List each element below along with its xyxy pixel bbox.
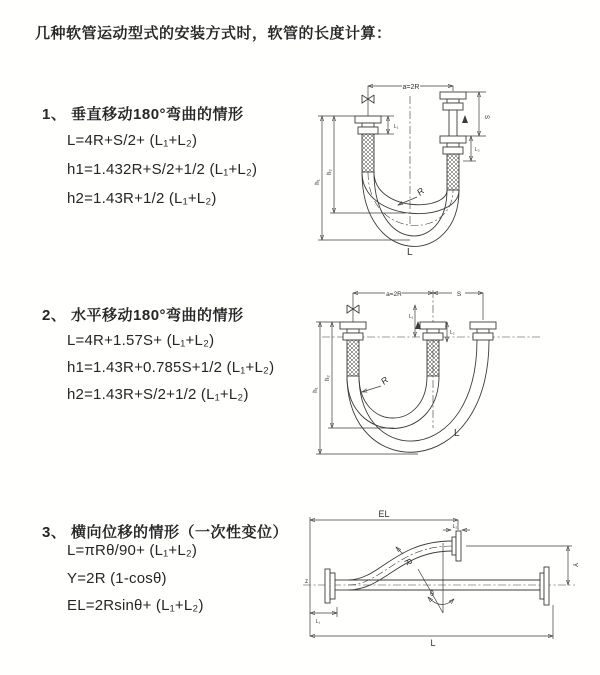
section-2-formula-l: L=4R+1.57S+ (L₁+L₂) [67,332,215,349]
braided-hose-end [347,340,359,376]
hose-upper-position [362,172,459,214]
dim-a2r-label: a=2R [386,291,402,298]
dimension-a2r [353,291,433,298]
length-label: L [407,247,413,258]
section-2-formula-h2: h2=1.43R+S/2+1/2 (L₁+L₂) [67,386,249,403]
dimension-a2r [368,84,453,91]
section-3-formula-l: L=πRθ/90+ (L₁+L₂) [67,542,198,559]
section-2-formula-h1: h1=1.43R+0.785S+1/2 (L₁+L₂) [67,359,275,376]
braided-hose-end [447,154,459,190]
page-title: 几种软管运动型式的安装方式时，软管的长度计算： [35,25,392,42]
dimension-l2 [447,322,455,342]
dim-h2-label: h₂ [327,169,333,175]
radius-label: R [402,556,415,568]
dim-el-label: EL [378,509,390,519]
movement-arrow-icon [462,115,468,123]
flange-raised [452,531,461,561]
valve-icon [347,293,359,322]
flange-left [325,569,348,603]
dim-h2-label: h₂ [325,375,331,381]
section-1-formula-l: L=4R+S/2+ (L₁+L₂) [67,132,198,149]
dimension-el [310,509,458,636]
section-2-heading: 2、 水平移动180°弯曲的情形 [42,307,244,324]
dim-l2-label: L₂ [475,147,480,153]
dim-s-label: S [483,114,489,120]
dimension-y [466,546,578,585]
radius-callout [362,374,391,392]
dim-a2r-label: a=2R [402,84,420,91]
valve-icon [362,86,374,116]
fixed-pipe-left [355,116,381,172]
section-3-heading: 3、 横向位移的情形（一次性变位） [42,524,289,541]
section-1-formula-h1: h1=1.432R+S/2+1/2 (L₁+L₂) [67,161,258,178]
dimension-l1 [310,607,337,625]
section-3-formula-y: Y=2R (1-cosθ) [67,570,167,587]
dimension-h1 [313,322,418,454]
dim-l2-label: L₂ [450,330,455,336]
angle-theta [418,543,454,613]
moving-pipe-position-2 [470,322,496,340]
dimension-l [310,605,553,648]
radius-label: R [378,374,391,387]
dimension-s [466,92,489,136]
dimension-l2 [443,524,470,530]
dim-h1-label: h₁ [315,179,321,185]
dim-h1-label: h₁ [313,387,319,393]
diagram-vertical-180-bend [316,72,528,258]
dim-y-label: Y [571,562,578,568]
section-1-heading: 1、 垂直移动180°弯曲的情形 [42,106,244,123]
radius-callout [398,185,427,205]
braided-hose-end [427,340,439,376]
dim-l-label: L [430,638,436,648]
dim-l1-label: L₁ [409,314,414,320]
diagram-horizontal-180-bend [314,278,546,464]
hose-centerline [368,172,453,226]
hose-position-2 [347,340,489,452]
moving-pipe-position-1 [415,321,446,376]
section-3-formula-el: EL=2Rsinθ+ (L₁+L₂) [67,597,204,614]
radius-label: R [414,185,427,198]
section-1-formula-h2: h2=1.43R+1/2 (L₁+L₂) [67,190,217,207]
hose-position-1 [347,376,439,429]
fixed-pipe-left [340,322,366,376]
dimension-l1 [409,305,415,337]
radius-callout [396,547,415,568]
dim-s-label: S [456,291,462,298]
braided-hose-end [362,134,374,172]
dimension-s [433,291,483,320]
length-label: L [454,428,460,439]
datum-mark: z [305,579,308,585]
moving-pipe-right [440,92,468,190]
dim-l2-label: L₂ [452,524,458,530]
diagram-lateral-displacement [300,503,578,649]
hose-position-2 [348,541,452,590]
dim-l1-label: L₁ [315,619,321,625]
flange-right [540,567,549,605]
dim-l1-label: L₁ [394,124,399,130]
theta-label: θ [430,591,434,598]
